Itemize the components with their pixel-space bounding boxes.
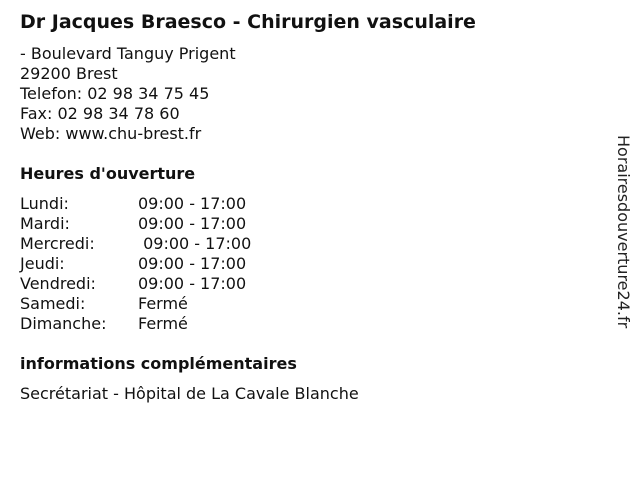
site-watermark: Horairesdouverture24.fr: [614, 135, 633, 329]
hours-row-saturday: [20, 294, 251, 314]
hours-row-monday: [20, 194, 251, 214]
day-label: Mercredi:: [20, 234, 95, 253]
hours-value: 09:00 - 17:00: [138, 274, 247, 293]
hours-row-wednesday: [20, 234, 251, 254]
day-label: Mardi:: [20, 214, 70, 233]
hours-value: 09:00 - 17:00: [138, 194, 247, 213]
day-label: Vendredi:: [20, 274, 96, 293]
opening-hours-heading: Heures d'ouverture: [20, 164, 196, 183]
hours-row-tuesday: [20, 214, 251, 234]
hours-value: 09:00 - 17:00: [138, 234, 252, 253]
opening-hours-table: [20, 194, 251, 334]
additional-info-heading: informations complémentaires: [20, 354, 297, 373]
day-label: Jeudi:: [20, 254, 65, 273]
additional-info-text: Secrétariat - Hôpital de La Cavale Blanche: [20, 384, 359, 403]
hours-value: Fermé: [138, 294, 188, 313]
day-label: Dimanche:: [20, 314, 107, 333]
fax-number: Fax: 02 98 34 78 60: [20, 104, 180, 123]
hours-value: 09:00 - 17:00: [138, 214, 247, 233]
address-block: [20, 44, 236, 144]
day-label: Lundi:: [20, 194, 69, 213]
hours-row-sunday: [20, 314, 251, 334]
hours-value: Fermé: [138, 314, 188, 333]
hours-row-thursday: [20, 254, 251, 274]
website: Web: www.chu-brest.fr: [20, 124, 202, 143]
day-label: Samedi:: [20, 294, 86, 313]
phone-number: Telefon: 02 98 34 75 45: [20, 84, 210, 103]
hours-value: 09:00 - 17:00: [138, 254, 247, 273]
postal-city: 29200 Brest: [20, 64, 118, 83]
page-title: Dr Jacques Braesco - Chirurgien vasculaire: [20, 11, 476, 33]
hours-row-friday: [20, 274, 251, 294]
street-address: - Boulevard Tanguy Prigent: [20, 44, 236, 63]
